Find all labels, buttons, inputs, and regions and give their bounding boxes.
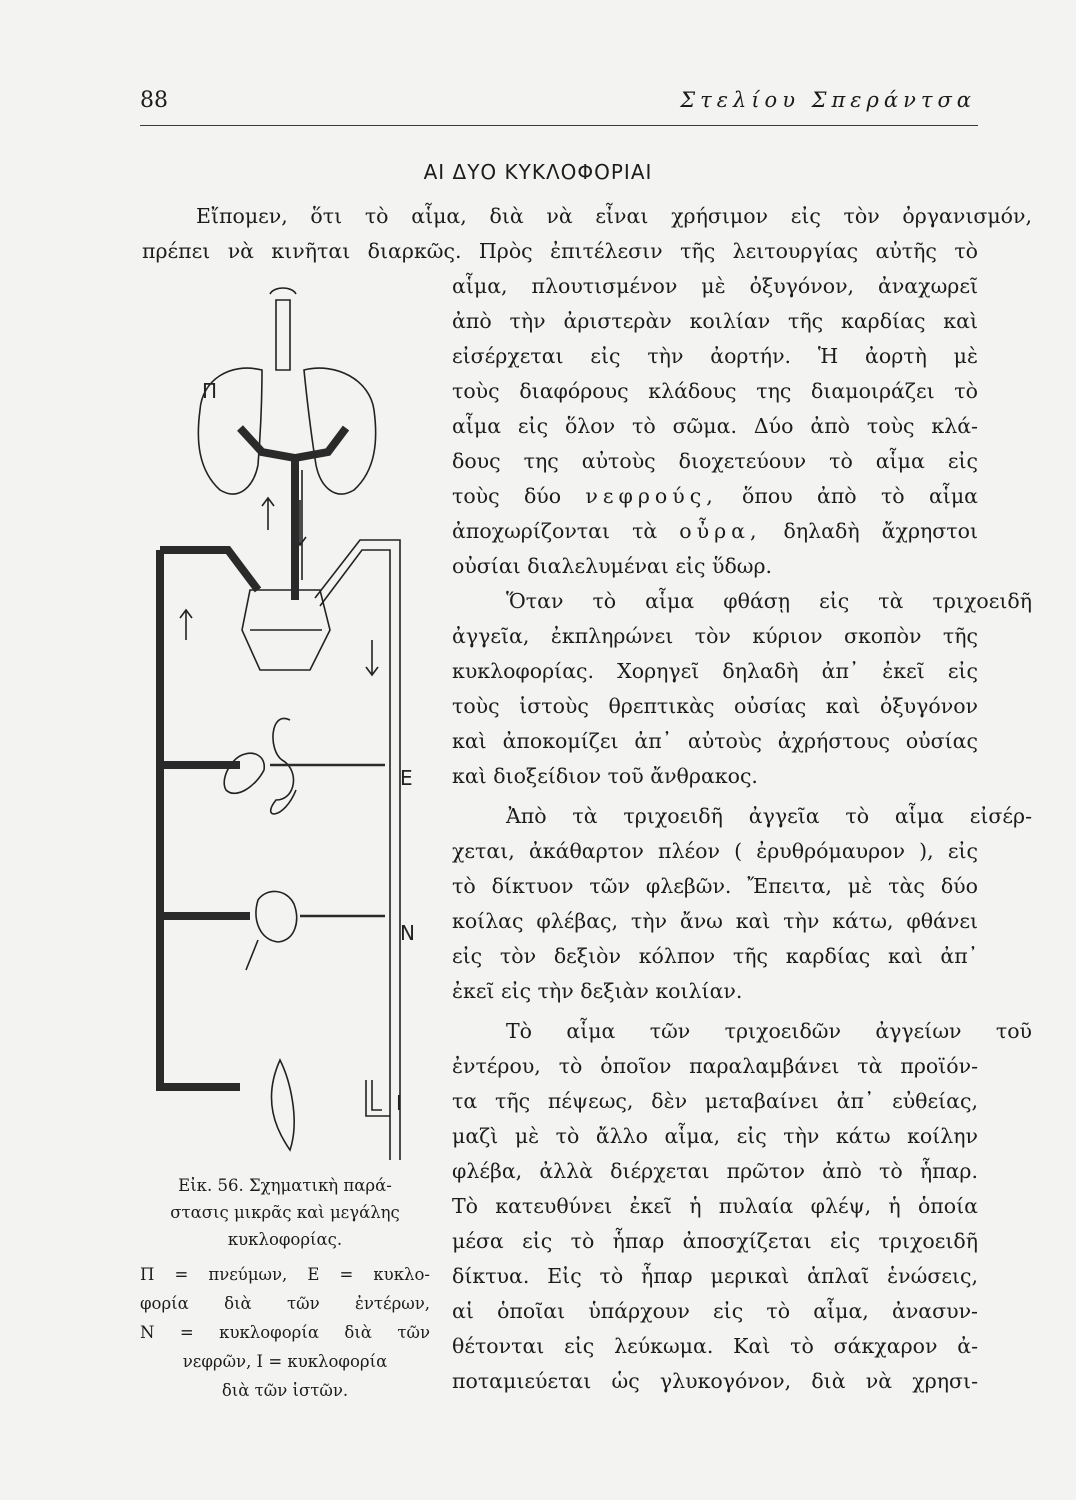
body-line: αἷμα, πλουτισμένον μὲ ὀξυγόνον, ἀναχωρεῖ bbox=[452, 274, 978, 298]
tissue-shape bbox=[271, 1060, 294, 1150]
body-line: τοὺς ἱστοὺς θρεπτικὰς οὐσίας καὶ ὀξυγόνον bbox=[452, 694, 978, 718]
body-line: τοὺς διαφόρους κλάδους της διαμοιράζει τὸ bbox=[452, 379, 978, 403]
body-line: οὐσίαι διαλελυμέναι εἰς ὕδωρ. bbox=[452, 554, 773, 578]
body-line: δους της αὐτοὺς διοχετεύουν τὸ αἷμα εἰς bbox=[452, 449, 978, 473]
header-rule bbox=[140, 125, 978, 126]
label-intestine: Ε bbox=[400, 766, 413, 790]
body-line: αἷμα εἰς ὅλον τὸ σῶμα. Δύο ἀπὸ τοὺς κλά- bbox=[452, 414, 978, 438]
arrow-up-icon bbox=[180, 610, 192, 640]
body-line: κυκλοφορίας. Χορηγεῖ δηλαδὴ ἀπ᾽ ἐκεῖ εἰς bbox=[452, 659, 978, 683]
figure-legend: νεφρῶν, Ι = κυκλοφορία bbox=[182, 1352, 388, 1371]
figure-legend: διὰ τῶν ἱστῶν. bbox=[221, 1381, 349, 1400]
figure-caption: στασις μικρᾶς καὶ μεγάλης bbox=[170, 1203, 400, 1222]
body-line: πρέπει νὰ κινῆται διαρκῶς. Πρὸς ἐπιτέλεσιν τῆς λειτουργίας αὐτῆς τὸ bbox=[142, 239, 978, 263]
body-text: δηλαδὴ ἄχρηστοι bbox=[761, 519, 978, 543]
trachea-shape bbox=[276, 300, 290, 370]
body-line: αἱ ὁποῖαι ὑπάρχουν εἰς τὸ αἷμα, ἀνασυν- bbox=[452, 1299, 978, 1323]
body-text: ἀποχωρίζονται τὰ bbox=[452, 519, 680, 543]
body-line: εἰς τὸν δεξιὸν κόλπον τῆς καρδίας καὶ ἀπ᾽ bbox=[452, 944, 978, 968]
body-line: Τὸ αἷμα τῶν τριχοειδῶν ἀγγείων τοῦ bbox=[506, 1019, 1032, 1043]
body-line: ποταμιεύεται ὡς γλυκογόνον, διὰ νὰ χρησι- bbox=[452, 1369, 978, 1393]
kidney-shape bbox=[256, 891, 297, 942]
label-kidney: Ν bbox=[400, 921, 415, 945]
arrow-up-icon bbox=[262, 498, 274, 530]
body-line: τὸ δίκτυον τῶν φλεβῶν. Ἔπειτα, μὲ τὰς δύο bbox=[452, 874, 978, 898]
body-line: ἐντέρου, τὸ ὁποῖον παραλαμβάνει τὰ προϊόν- bbox=[452, 1054, 978, 1078]
body-line: ἀπὸ τὴν ἀριστερὰν κοιλίαν τῆς καρδίας καὶ bbox=[452, 309, 978, 333]
figure-legend: Π = πνεύμων, Ε = κυκλο- bbox=[140, 1265, 430, 1284]
label-lung: Π bbox=[202, 379, 218, 403]
emphasized-word: νεφρούς, bbox=[585, 484, 718, 508]
body-line bbox=[452, 486, 978, 507]
body-line: τα τῆς πέψεως, δὲν μεταβαίνει ἀπ᾽ εὐθείας, bbox=[452, 1089, 978, 1113]
figure-legend: φορία διὰ τῶν ἐντέρων, bbox=[140, 1294, 430, 1313]
body-line: ἐκεῖ εἰς τὴν δεξιὰν κοιλίαν. bbox=[452, 979, 743, 1003]
figure-legend: Ν = κυκλοφορία διὰ τῶν bbox=[140, 1323, 430, 1342]
body-line: Ἀπὸ τὰ τριχοειδῆ ἀγγεῖα τὸ αἷμα εἰσέρ- bbox=[506, 804, 1032, 828]
circulation-diagram bbox=[150, 280, 440, 1160]
body-line: Ὅταν τὸ αἷμα φθάσῃ εἰς τὰ τριχοειδῆ bbox=[506, 589, 1032, 613]
figure-caption: Εἰκ. 56. Σχηματικὴ παρά- bbox=[178, 1176, 392, 1195]
liver-shape bbox=[224, 753, 264, 793]
aorta-path bbox=[160, 550, 240, 1087]
body-line: φλέβα, ἀλλὰ διέρχεται πρῶτον ἀπὸ τὸ ἧπαρ. bbox=[452, 1159, 978, 1183]
body-line: καὶ διοξείδιον τοῦ ἄνθρακος. bbox=[452, 764, 758, 788]
body-line: δίκτυα. Εἰς τὸ ἧπαρ μερικαὶ ἁπλαῖ ἑνώσεις, bbox=[452, 1264, 978, 1288]
label-tissue: Ι bbox=[396, 1091, 402, 1115]
body-line: μέσα εἰς τὸ ἧπαρ ἀποσχίζεται εἰς τριχοειδῆ bbox=[452, 1229, 978, 1253]
body-line: κοίλας φλέβας, τὴν ἄνω καὶ τὴν κάτω, φθάνει bbox=[452, 909, 978, 933]
body-text: ὅπου ἀπὸ τὸ αἷμα bbox=[717, 484, 979, 508]
body-line: καὶ ἀποκομίζει ἀπ᾽ αὐτοὺς ἀχρήστους οὐσίας bbox=[452, 729, 978, 753]
running-title: Στελίου Σπεράντσα bbox=[680, 88, 976, 112]
figure-caption: κυκλοφορίας. bbox=[227, 1230, 343, 1249]
body-line: εἰσέρχεται εἰς τὴν ἀορτήν. Ἡ ἀορτὴ μὲ bbox=[452, 344, 978, 368]
section-title: ΑΙ ΔΥΟ ΚΥΚΛΟΦΟΡΙΑΙ bbox=[423, 160, 653, 184]
page-number: 88 bbox=[140, 88, 168, 113]
body-line: ἀγγεῖα, ἐκπληρώνει τὸν κύριον σκοπὸν τῆς bbox=[452, 624, 978, 648]
body-text: τοὺς δύο bbox=[452, 484, 586, 508]
emphasized-word: οὖρα, bbox=[679, 519, 762, 543]
body-line: Τὸ κατευθύνει ἐκεῖ ἡ πυλαία φλέψ, ἡ ὁποία bbox=[452, 1194, 978, 1218]
body-line: θέτονται εἰς λεύκωμα. Καὶ τὸ σάκχαρον ἀ- bbox=[452, 1334, 978, 1358]
body-line: χεται, ἀκάθαρτον πλέον ( ἐρυθρόμαυρον ), εἰς bbox=[452, 839, 978, 863]
arrow-down-icon bbox=[366, 640, 378, 675]
body-line: μαζὶ μὲ τὸ ἄλλο αἷμα, εἰς τὴν κάτω κοίλην bbox=[452, 1124, 978, 1148]
body-line: Εἴπομεν, ὅτι τὸ αἷμα, διὰ νὰ εἶναι χρήσιμον εἰς τὸν ὀργανισμόν, bbox=[196, 204, 1032, 228]
body-line bbox=[452, 521, 978, 542]
